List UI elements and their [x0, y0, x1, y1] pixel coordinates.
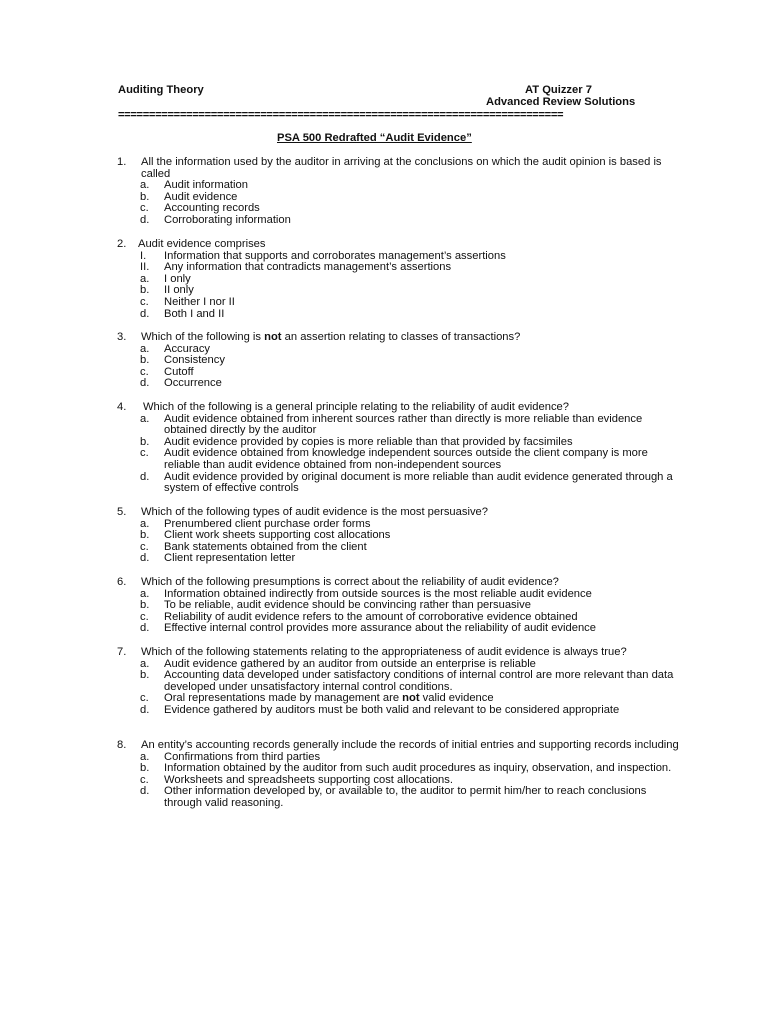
- header-rule: ========================================================================: [118, 109, 564, 121]
- question-text: An entity’s accounting records generally include the records of initial entries and supporting records including: [141, 739, 679, 751]
- option: a. Accuracy: [140, 342, 211, 355]
- question-text: Which of the following presumptions is correct about the reliability of audit evidence?: [141, 576, 559, 588]
- section-title: PSA 500 Redrafted “Audit Evidence”: [277, 132, 472, 144]
- question-1: [117, 157, 687, 227]
- header-right-line1: AT Quizzer 7: [525, 84, 592, 96]
- option: a. Audit evidence obtained from inherent sources rather than directly is more reliable than evidence obtained directly by the auditor: [140, 412, 643, 437]
- option: c. Bank statements obtained from the client: [140, 540, 367, 553]
- question-7: [117, 647, 687, 717]
- option: d. Both I and II: [140, 307, 225, 320]
- question-text: Which of the following is a general principle relating to the reliability of audit evidence?: [143, 401, 569, 413]
- option: c. Audit evidence obtained from knowledge independent sources outside the client company is more reliable than audit evidence obtained from non-independent sources: [140, 447, 648, 471]
- option: b. Information obtained by the auditor from such audit procedures as inquiry, observation, and inspection.: [140, 762, 672, 775]
- question-number: 7.: [117, 646, 127, 658]
- option: b. Audit evidence: [140, 190, 238, 203]
- question-number: 8.: [117, 739, 127, 751]
- option: a. Information obtained indirectly from outside sources is the most reliable audit evidence: [140, 587, 592, 600]
- question-number: 5.: [117, 506, 127, 518]
- option: c. Oral representations made by management are not valid evidence: [140, 692, 494, 705]
- question-number: 3.: [117, 331, 127, 343]
- statement: I. Information that supports and corroborates management’s assertions: [140, 249, 506, 262]
- option: d. Corroborating information: [140, 213, 291, 226]
- option: a. I only: [140, 272, 191, 285]
- statement: II. Any information that contradicts management’s assertions: [140, 261, 452, 274]
- option: b. Audit evidence provided by copies is more reliable than that provided by facsimiles: [140, 435, 573, 448]
- option: d. Occurrence: [140, 377, 222, 390]
- question-3: [117, 332, 687, 390]
- option: d. Audit evidence provided by original document is more reliable than audit evidence generated through a system of effective controls: [140, 470, 673, 495]
- header-right-line2: Advanced Review Solutions: [486, 96, 636, 108]
- question-8: [117, 740, 687, 810]
- option: c. Reliability of audit evidence refers to the amount of corroborative evidence obtained: [140, 610, 578, 623]
- option: b. Consistency: [140, 354, 225, 367]
- option: c. Cutoff: [140, 365, 194, 378]
- header-left-title: Auditing Theory: [118, 84, 204, 96]
- option: a. Confirmations from third parties: [140, 750, 321, 763]
- option: b. Accounting data developed under satisfactory conditions of internal control are more relevant than data developed under unsatisfactory internal control conditions.: [140, 669, 674, 693]
- question-text: Which of the following types of audit evidence is the most persuasive?: [141, 506, 488, 518]
- question-text: Audit evidence comprises: [138, 238, 266, 250]
- option: d. Evidence gathered by auditors must be both valid and relevant to be considered appropriate: [140, 703, 620, 716]
- option: a. Prenumbered client purchase order forms: [140, 517, 371, 530]
- option: d. Other information developed by, or available to, the auditor to permit him/her to reach conclusions through valid reasoning.: [140, 785, 647, 809]
- option: d. Effective internal control provides more assurance about the reliability of audit evidence: [140, 622, 596, 635]
- option: a. Audit evidence gathered by an auditor from outside an enterprise is reliable: [140, 657, 536, 670]
- question-4: [117, 402, 687, 495]
- option: b. Client work sheets supporting cost allocations: [140, 529, 391, 542]
- question-6: [117, 577, 687, 635]
- question-2: [117, 239, 687, 320]
- question-text: Which of the following statements relating to the appropriateness of audit evidence is always true?: [141, 646, 627, 658]
- option: a. Audit information: [140, 179, 248, 192]
- option: c. Worksheets and spreadsheets supporting cost allocations.: [140, 773, 453, 786]
- question-number: 2.: [117, 238, 127, 250]
- option: b. To be reliable, audit evidence should be convincing rather than persuasive: [140, 599, 531, 612]
- option: c. Accounting records: [140, 202, 260, 215]
- question-text: Which of the following is not an assertion relating to classes of transactions?: [141, 331, 521, 343]
- question-number: 6.: [117, 576, 127, 588]
- question-text: All the information used by the auditor in arriving at the conclusions on which the audit opinion is based is called: [141, 156, 662, 180]
- option: c. Neither I nor II: [140, 295, 235, 308]
- question-number: 1.: [117, 156, 127, 168]
- option: d. Client representation letter: [140, 552, 296, 565]
- question-5: [117, 507, 687, 565]
- option: b. II only: [140, 284, 194, 297]
- question-number: 4.: [117, 401, 127, 413]
